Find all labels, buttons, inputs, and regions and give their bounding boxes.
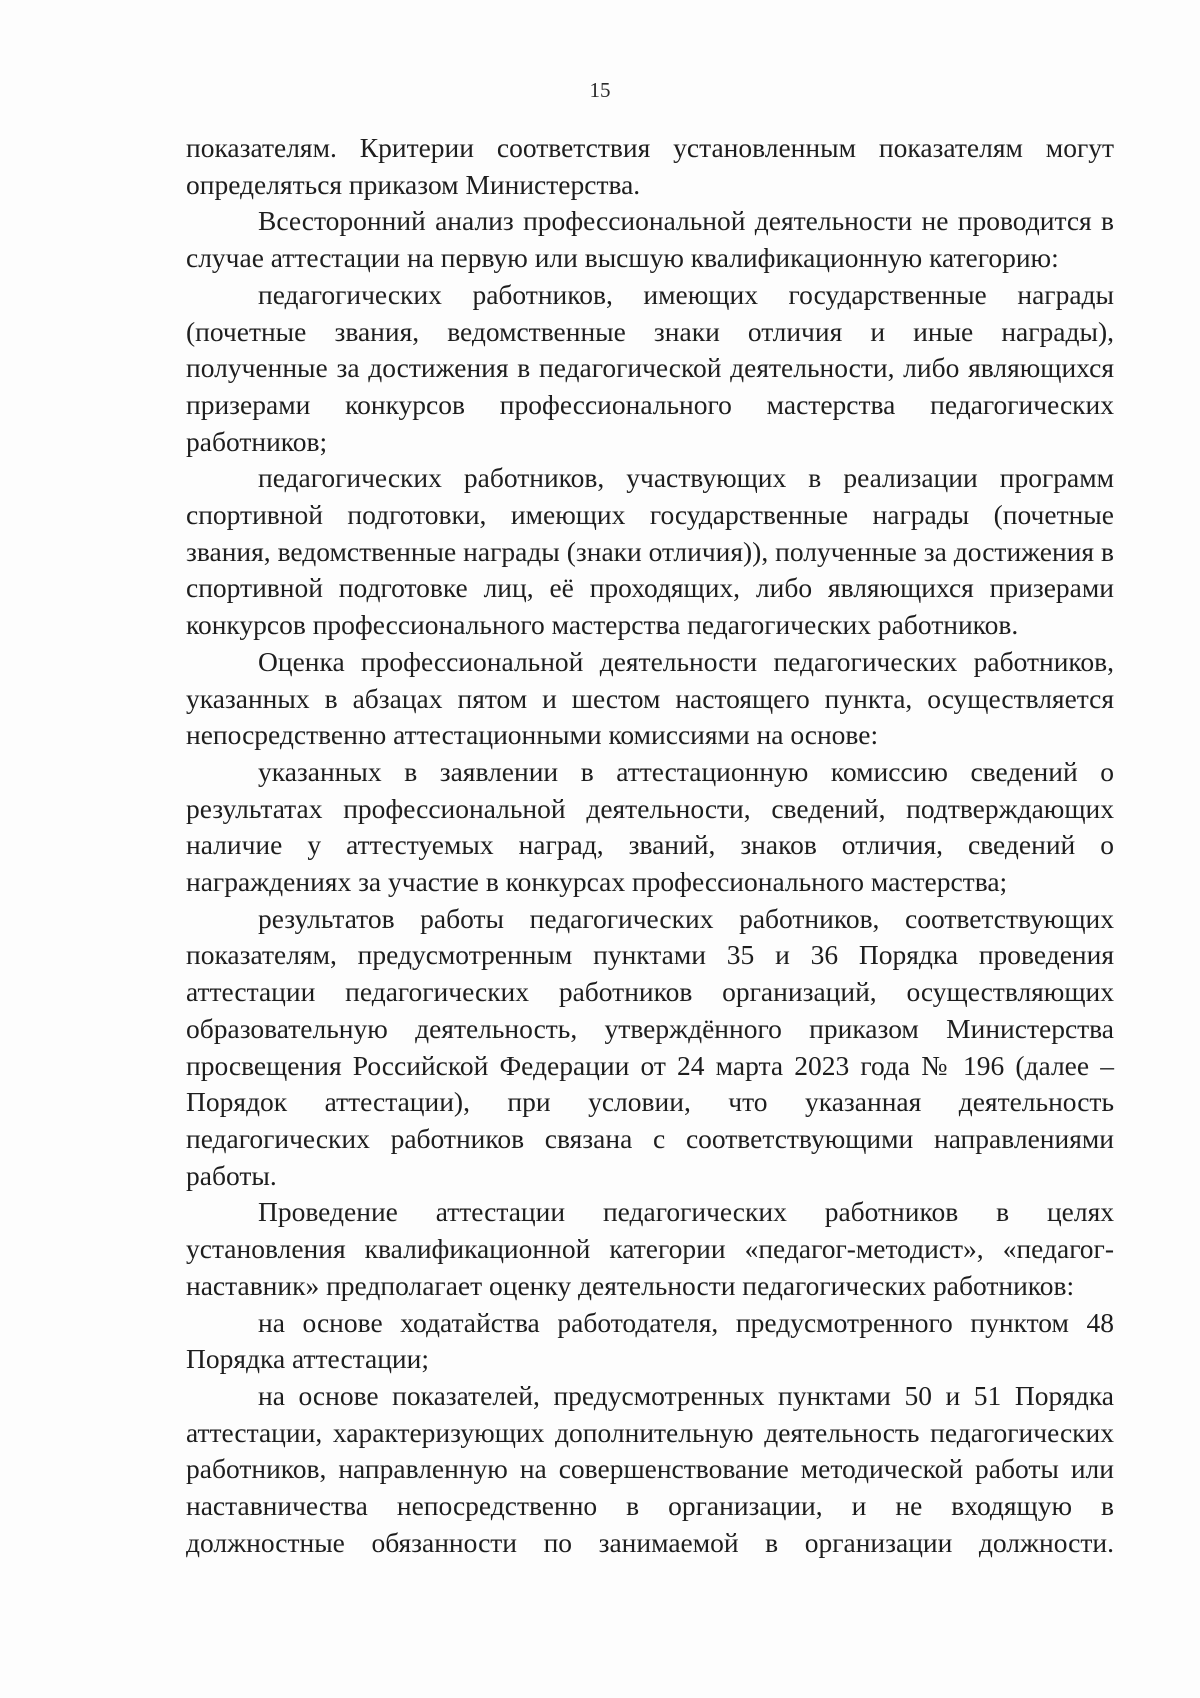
paragraph-methodist-mentor: Проведение аттестации педагогических работников в целях установления квалификационной категории «педагог-методист», «педагог-наставник» предполагает оценку деятельности педагогических работников:: [186, 1196, 1114, 1301]
page-number: 15: [589, 78, 611, 102]
paragraph-analysis-exemption: Всесторонний анализ профессиональной деятельности не проводится в случае аттестации на первую или высшую квалификационную категорию:: [186, 205, 1114, 274]
paragraph-sports-training-staff: педагогических работников, участвующих в реализации программ спортивной подготовки, имеющих государственные награды (почетные звания, ведомственные награды (знаки отличия)), полученные за достижения в спортивной подготовке лиц, её проходящих, либо являющихся призерами конкурсов профессионального мастерства педагогических работников.: [186, 462, 1114, 641]
paragraph-work-results: результатов работы педагогических работников, соответствующих показателям, предусмотренным пунктами 35 и 36 Порядка проведения аттестации педагогических работников организаций, осуществляющих образовательную деятельность, утверждённого приказом Министерства просвещения Российской Федерации от 24 марта 2023 года № 196 (далее – Порядок аттестации), при условии, что указанная деятельность педагогических работников связана с соответствующими направлениями работы.: [186, 902, 1114, 1191]
document-body: [186, 130, 1114, 1561]
paragraph-employer-petition: на основе ходатайства работодателя, предусмотренного пунктом 48 Порядка аттестации;: [186, 1306, 1114, 1375]
paragraph-indicators: на основе показателей, предусмотренных пунктами 50 и 51 Порядка аттестации, характеризующих дополнительную деятельность педагогических работников, направленную на совершенствование методической работы или наставничества непосредственно в организации, и не входящую в должностные обязанности по занимаемой в организации должности.: [186, 1379, 1114, 1558]
paragraph-award-holders: педагогических работников, имеющих государственные награды (почетные звания, ведомственные знаки отличия и иные награды), полученные за достижения в педагогической деятельности, либо являющихся призерами конкурсов профессионального мастерства педагогических работников;: [186, 278, 1114, 457]
paragraph-criteria-continuation: показателям. Критерии соответствия установленным показателям могут определяться приказом Министерства.: [186, 132, 1114, 200]
paragraph-application-info: указанных в заявлении в аттестационную комиссию сведений о результатах профессиональной деятельности, сведений, подтверждающих наличие у аттестуемых наград, званий, знаков отличия, сведений о награждениях за участие в конкурсах профессионального мастерства;: [186, 755, 1114, 898]
paragraph-assessment-basis: Оценка профессиональной деятельности педагогических работников, указанных в абзацах пятом и шестом настоящего пункта, осуществляется непосредственно аттестационными комиссиями на основе:: [186, 645, 1114, 751]
